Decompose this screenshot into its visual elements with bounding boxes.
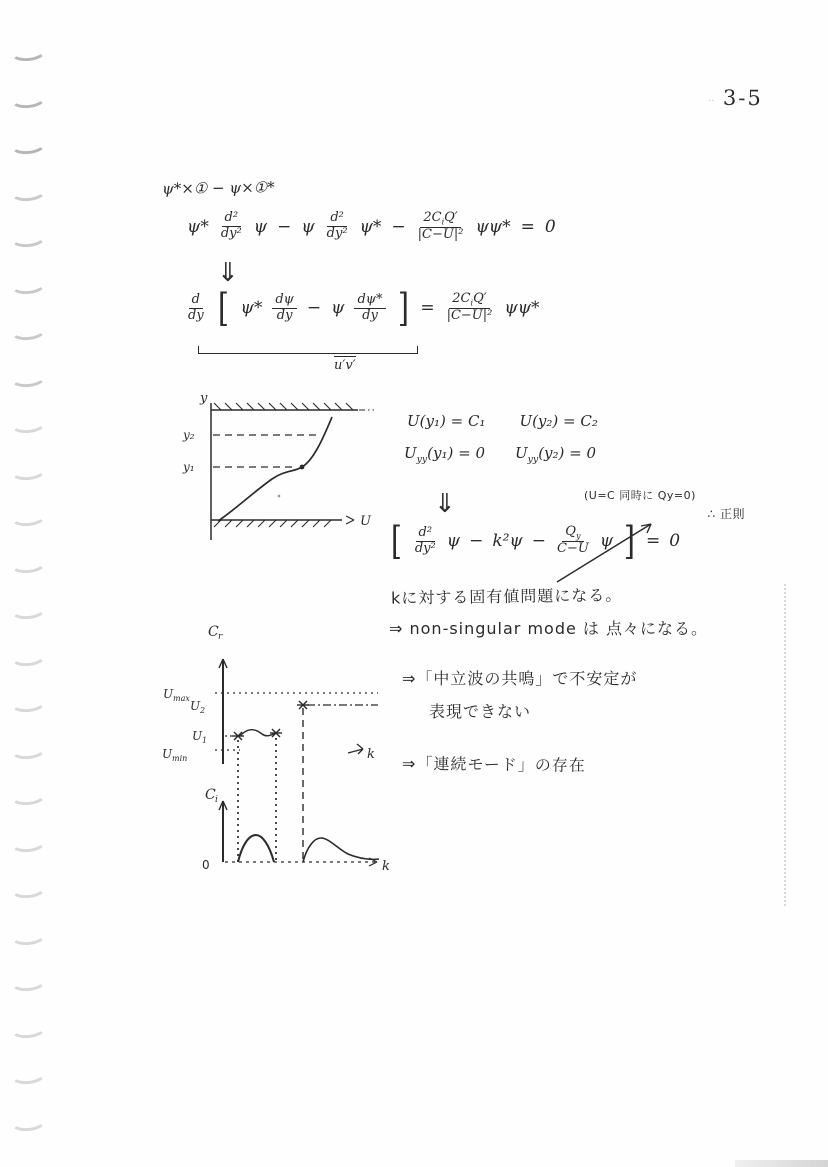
denominator: dy² (220, 226, 242, 242)
velocity-profile-diagram (175, 388, 375, 548)
minus-sign: − (469, 531, 484, 552)
math-token: ψ (446, 531, 461, 552)
binder-hole (9, 831, 47, 853)
numerator: d (189, 293, 203, 309)
y-axis-label: y (200, 391, 208, 406)
u-axis-label: U (360, 514, 371, 529)
equals-sign: = (520, 216, 535, 237)
numerator: d² (416, 526, 436, 542)
conclusion-resonance-line1: ⇒「中立波の共鳴」で不安定が (402, 669, 638, 688)
binder-hole (9, 552, 47, 574)
conclusion-continuous-mode: ⇒「連続モード」の存在 (401, 754, 586, 775)
scan-artifact-smudge (735, 1160, 828, 1167)
bottom-wall-hatching (214, 520, 331, 527)
eigenvalue-note: kに対する固有値問題になる。 (390, 585, 623, 608)
math-token: k²ψ (492, 531, 523, 552)
minus-sign: − (306, 298, 322, 319)
u-axis-arrow-icon (346, 516, 354, 524)
math-token: (y₂) = 0 (538, 444, 597, 462)
math-token: 0 (544, 216, 556, 237)
dispersion-plots (150, 612, 430, 885)
ci-axis-label-sub: i (215, 795, 218, 805)
numerator: dψ (272, 293, 297, 309)
math-token: U (404, 444, 417, 462)
binder-hole (9, 877, 47, 899)
neutral-mode-star (270, 729, 282, 737)
binder-hole (9, 226, 47, 248)
underbrace (198, 346, 418, 354)
ci-axis (219, 801, 227, 862)
minus-sign: − (531, 531, 547, 552)
numerator: d² (327, 211, 347, 227)
math-token: ψ (301, 216, 315, 237)
equals-sign: = (645, 531, 661, 552)
k-axis-lower (225, 858, 377, 866)
denominator: dy² (326, 226, 348, 242)
right-bracket: ] (624, 519, 636, 563)
binder-hole (9, 1063, 47, 1085)
numerator: d² (222, 211, 242, 227)
binder-hole (9, 738, 47, 760)
annotation-line2: ∴ 正則 (707, 507, 745, 521)
denominator: |C−U|² (446, 308, 493, 324)
binder-hole (9, 970, 47, 992)
left-bracket: [ (390, 519, 402, 563)
minus-sign: − (391, 216, 406, 237)
umax-label-base: U (163, 687, 174, 701)
umin-label-base: U (162, 747, 173, 761)
binder-hole (9, 924, 47, 946)
equation-2 (186, 286, 540, 330)
umax-label-sub: max (173, 694, 190, 703)
math-token: (y₁) = 0 (427, 444, 486, 462)
binder-hole (9, 133, 47, 155)
k-axis-arrow-upper (348, 744, 363, 754)
inflection-point-dot (300, 465, 305, 470)
binder-hole (9, 1017, 47, 1039)
binder-hole (9, 412, 47, 434)
bc-u-y2: U(y₂) = C₂ (519, 412, 598, 430)
bc-u-y1: U(y₁) = C₁ (407, 412, 486, 430)
term-cancellation-arrow (545, 512, 670, 592)
left-bracket: [ (217, 286, 229, 330)
binder-hole (9, 598, 47, 620)
math-token: ψ* (240, 298, 263, 319)
umin-label-sub: min (172, 754, 188, 763)
subscript: y (575, 531, 581, 541)
binder-hole (9, 691, 47, 713)
binder-hole (9, 180, 47, 202)
binder-hole (9, 40, 47, 62)
conclusion-resonance-line2: 表現できない (429, 702, 532, 721)
cr-axis-label-base: C (208, 624, 219, 640)
numerator (449, 292, 489, 309)
math-token: ψ* (359, 216, 382, 237)
fraction-d2dy2 (219, 211, 244, 242)
page-number-block (708, 86, 763, 110)
ci-bump-2 (303, 838, 379, 862)
denominator: C−U (557, 541, 589, 557)
u1-label-base: U (192, 729, 203, 743)
scan-dots: ‥ (708, 92, 715, 104)
ci-axis-label-base: C (205, 787, 216, 803)
fraction-2ciQ (416, 211, 466, 243)
denominator: dy (276, 307, 293, 323)
velocity-curve (218, 417, 332, 521)
binder-hole (9, 505, 47, 527)
binder-hole (9, 273, 47, 295)
fraction-d2dy2 (325, 211, 350, 242)
annotation-line1: (U=C 同時に Qy=0) (584, 489, 696, 502)
math-token: ψψ* (475, 216, 511, 237)
cr-discrete-branch-curve (240, 730, 275, 736)
fraction-2ciQ (445, 292, 495, 324)
stray-dot (278, 495, 281, 498)
reynolds-stress-label: u′v′ (334, 358, 356, 373)
math-token: ψ (253, 216, 268, 237)
math-token: 0 (669, 531, 681, 552)
numerator (420, 211, 460, 228)
minus-sign: − (277, 216, 292, 237)
right-bracket: ] (397, 286, 409, 330)
u2-label-base: U (190, 699, 201, 713)
equals-sign: = (420, 298, 435, 319)
subscript: yy (416, 454, 428, 465)
boundary-conditions-line2 (404, 444, 596, 465)
fraction-d2dy2 (413, 526, 438, 557)
math-token: ψψ* (504, 298, 540, 319)
double-down-arrow: ⇓ (217, 258, 239, 288)
page-number: 3-5 (722, 85, 763, 111)
binder-hole (9, 319, 47, 341)
subscript: i (470, 298, 474, 308)
top-wall-hatching (214, 403, 353, 410)
ci-bump-1 (238, 835, 274, 862)
boundary-conditions-line1 (407, 412, 598, 430)
fraction-dpsidy (272, 293, 297, 324)
denominator: dy (188, 307, 204, 323)
cr-axis (219, 659, 227, 764)
fraction-ddy (186, 293, 206, 324)
top-wall (211, 403, 374, 410)
double-down-arrow: ⇓ (434, 489, 456, 519)
fraction-dpsistardy (354, 293, 385, 324)
u1-label-sub: 1 (202, 736, 208, 745)
equation-1 (187, 211, 556, 243)
non-singular-mode-note: ⇒ non-singular mode は 点々になる。 (389, 619, 709, 638)
u2-label-sub: 2 (200, 706, 206, 715)
denominator: |C−U|² (417, 226, 464, 242)
cr-axis-label-sub: r (218, 632, 223, 642)
math-token: 2C (452, 291, 471, 307)
y2-label: y₂ (183, 428, 195, 442)
bottom-wall (211, 516, 354, 527)
math-token: Q′ (444, 210, 458, 225)
combination-line: ψ*×① − ψ×①* (161, 178, 275, 198)
denominator: dy (362, 307, 378, 323)
origin-label: 0 (202, 858, 210, 872)
k-label-lower: k (382, 859, 390, 874)
binder-hole (9, 784, 47, 806)
bc-uyy-y2 (515, 444, 596, 465)
binder-hole (9, 645, 47, 667)
scan-artifact-line (784, 584, 786, 906)
denominator: dy² (414, 540, 436, 556)
binder-hole (9, 87, 47, 109)
y1-label: y₁ (183, 460, 195, 474)
subscript: i (441, 217, 445, 227)
numerator: dψ* (354, 293, 385, 309)
math-token: ψ (331, 298, 345, 319)
math-token: U (515, 444, 528, 462)
math-token: ψ (599, 531, 614, 552)
math-token: Q (565, 524, 576, 540)
math-token: ψ* (187, 216, 209, 237)
subscript: yy (527, 454, 539, 465)
math-token: 2C (423, 210, 442, 225)
neutral-mode-star (297, 701, 309, 709)
k-label-upper: k (367, 747, 375, 762)
binder-hole (9, 366, 47, 388)
binder-hole (9, 459, 47, 481)
bc-uyy-y1 (404, 444, 485, 465)
math-token: Q′ (473, 291, 487, 307)
binder-hole (9, 1110, 47, 1132)
